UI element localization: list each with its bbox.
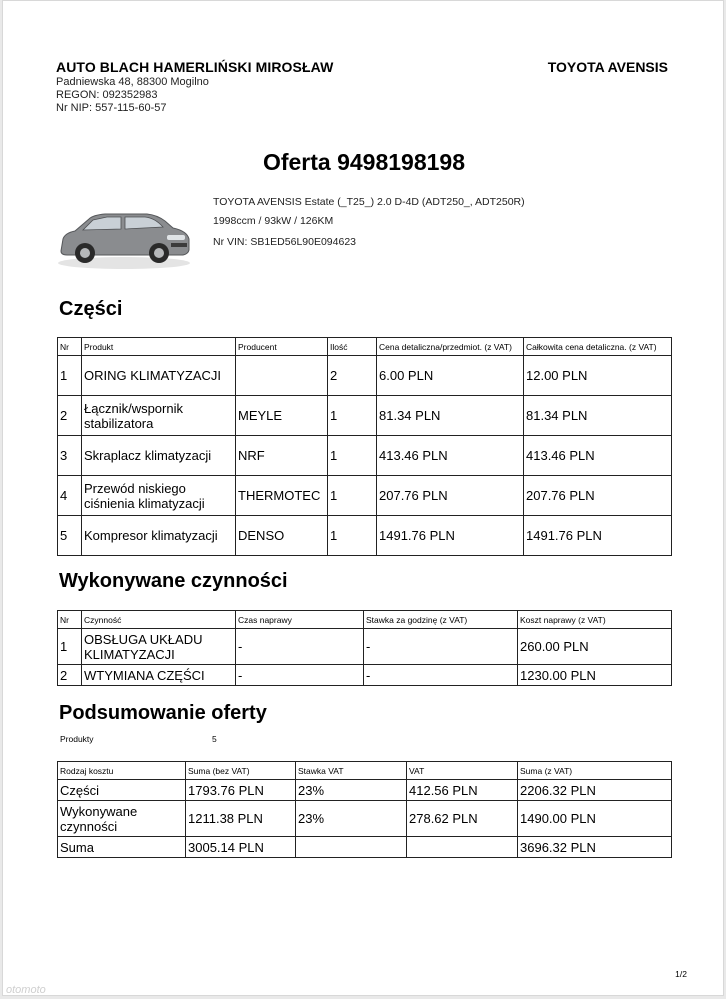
table-cell: 5 bbox=[58, 516, 82, 556]
products-label: Produkty bbox=[60, 734, 94, 744]
table-cell: 2206.32 PLN bbox=[518, 780, 672, 801]
table-cell: ORING KLIMATYZACJI bbox=[82, 356, 236, 396]
table-cell: 3696.32 PLN bbox=[518, 837, 672, 858]
table-cell: 2 bbox=[328, 356, 377, 396]
column-header: Nr bbox=[58, 611, 82, 629]
table-row bbox=[58, 356, 672, 396]
vehicle-name: TOYOTA AVENSIS bbox=[547, 59, 668, 75]
table-cell: 3005.14 PLN bbox=[186, 837, 296, 858]
table-cell: 1490.00 PLN bbox=[518, 801, 672, 837]
column-header: Rodzaj kosztu bbox=[58, 762, 186, 780]
table-header-row bbox=[58, 338, 672, 356]
products-count: 5 bbox=[212, 734, 217, 744]
table-cell: 278.62 PLN bbox=[407, 801, 518, 837]
table-cell: Części bbox=[58, 780, 186, 801]
offer-title: Oferta 9498198198 bbox=[262, 149, 466, 175]
table-row bbox=[58, 801, 672, 837]
table-cell bbox=[407, 837, 518, 858]
table-cell: 1 bbox=[328, 516, 377, 556]
company-name: AUTO BLACH HAMERLIŃSKI MIROSŁAW bbox=[56, 59, 334, 75]
table-header-row bbox=[58, 611, 672, 629]
table-cell: Kompresor klimatyzacji bbox=[82, 516, 236, 556]
table-row bbox=[58, 396, 672, 436]
table-cell: WTYMIANA CZĘŚCI bbox=[82, 665, 236, 686]
table-row bbox=[58, 516, 672, 556]
table-cell: 81.34 PLN bbox=[524, 396, 672, 436]
table-cell: - bbox=[236, 665, 364, 686]
parts-heading: Części bbox=[59, 298, 123, 320]
table-cell: - bbox=[236, 629, 364, 665]
summary-heading: Podsumowanie oferty bbox=[59, 702, 267, 724]
table-cell: 207.76 PLN bbox=[377, 476, 524, 516]
table-cell: NRF bbox=[236, 436, 328, 476]
company-nip: Nr NIP: 557-115-60-57 bbox=[56, 102, 167, 114]
table-cell: Przewód niskiego ciśnienia klimatyzacji bbox=[82, 476, 236, 516]
table-row bbox=[58, 476, 672, 516]
column-header: Suma (bez VAT) bbox=[186, 762, 296, 780]
table-row bbox=[58, 780, 672, 801]
car-model: TOYOTA AVENSIS Estate (_T25_) 2.0 D-4D (ADT250_, ADT250R) bbox=[213, 196, 525, 208]
table-cell: 12.00 PLN bbox=[524, 356, 672, 396]
table-cell: 3 bbox=[58, 436, 82, 476]
column-header: Produkt bbox=[82, 338, 236, 356]
table-cell: Skraplacz klimatyzacji bbox=[82, 436, 236, 476]
table-cell: 2 bbox=[58, 396, 82, 436]
labor-heading: Wykonywane czynności bbox=[59, 570, 288, 592]
column-header: Producent bbox=[236, 338, 328, 356]
table-row bbox=[58, 665, 672, 686]
table-cell: 412.56 PLN bbox=[407, 780, 518, 801]
company-regon: REGON: 092352983 bbox=[56, 89, 158, 101]
table-cell: 4 bbox=[58, 476, 82, 516]
column-header: Nr bbox=[58, 338, 82, 356]
table-cell: 1 bbox=[328, 436, 377, 476]
table-cell: 23% bbox=[296, 801, 407, 837]
column-header: VAT bbox=[407, 762, 518, 780]
table-cell bbox=[296, 837, 407, 858]
document-page bbox=[2, 0, 724, 996]
labor-table bbox=[57, 610, 672, 686]
table-cell: 2 bbox=[58, 665, 82, 686]
column-header: Całkowita cena detaliczna. (z VAT) bbox=[524, 338, 672, 356]
table-cell: Wykonywane czynności bbox=[58, 801, 186, 837]
watermark-logo: otomoto bbox=[6, 984, 46, 996]
car-engine: 1998ccm / 93kW / 126KM bbox=[213, 215, 334, 227]
table-cell: Suma bbox=[58, 837, 186, 858]
column-header: Stawka za godzinę (z VAT) bbox=[364, 611, 518, 629]
table-cell: 1230.00 PLN bbox=[518, 665, 672, 686]
table-cell: 413.46 PLN bbox=[377, 436, 524, 476]
table-header-row bbox=[58, 762, 672, 780]
car-vin: Nr VIN: SB1ED56L90E094623 bbox=[213, 236, 357, 248]
column-header: Cena detaliczna/przedmiot. (z VAT) bbox=[377, 338, 524, 356]
company-address: Padniewska 48, 88300 Mogilno bbox=[56, 76, 209, 88]
table-cell: 6.00 PLN bbox=[377, 356, 524, 396]
table-cell: DENSO bbox=[236, 516, 328, 556]
table-cell: 1 bbox=[328, 396, 377, 436]
table-cell: Łącznik/wspornik stabilizatora bbox=[82, 396, 236, 436]
column-header: Suma (z VAT) bbox=[518, 762, 672, 780]
table-cell: 1 bbox=[58, 356, 82, 396]
table-row bbox=[58, 436, 672, 476]
column-header: Stawka VAT bbox=[296, 762, 407, 780]
parts-table bbox=[57, 337, 672, 556]
table-row bbox=[58, 837, 672, 858]
table-cell: 1211.38 PLN bbox=[186, 801, 296, 837]
table-cell: 1491.76 PLN bbox=[524, 516, 672, 556]
column-header: Czynność bbox=[82, 611, 236, 629]
table-row bbox=[58, 629, 672, 665]
table-cell: MEYLE bbox=[236, 396, 328, 436]
table-cell: - bbox=[364, 665, 518, 686]
car-photo-icon bbox=[55, 201, 193, 271]
table-cell: 413.46 PLN bbox=[524, 436, 672, 476]
table-cell: 23% bbox=[296, 780, 407, 801]
table-cell: 1 bbox=[328, 476, 377, 516]
table-cell: 260.00 PLN bbox=[518, 629, 672, 665]
table-cell: 81.34 PLN bbox=[377, 396, 524, 436]
summary-table bbox=[57, 761, 672, 858]
column-header: Czas naprawy bbox=[236, 611, 364, 629]
column-header: Ilość bbox=[328, 338, 377, 356]
column-header: Koszt naprawy (z VAT) bbox=[518, 611, 672, 629]
table-cell bbox=[236, 356, 328, 396]
table-cell: 207.76 PLN bbox=[524, 476, 672, 516]
table-cell: - bbox=[364, 629, 518, 665]
table-cell: 1 bbox=[58, 629, 82, 665]
table-cell: OBSŁUGA UKŁADU KLIMATYZACJI bbox=[82, 629, 236, 665]
page-number: 1/2 bbox=[675, 969, 687, 979]
table-cell: THERMOTEC bbox=[236, 476, 328, 516]
table-cell: 1793.76 PLN bbox=[186, 780, 296, 801]
table-cell: 1491.76 PLN bbox=[377, 516, 524, 556]
